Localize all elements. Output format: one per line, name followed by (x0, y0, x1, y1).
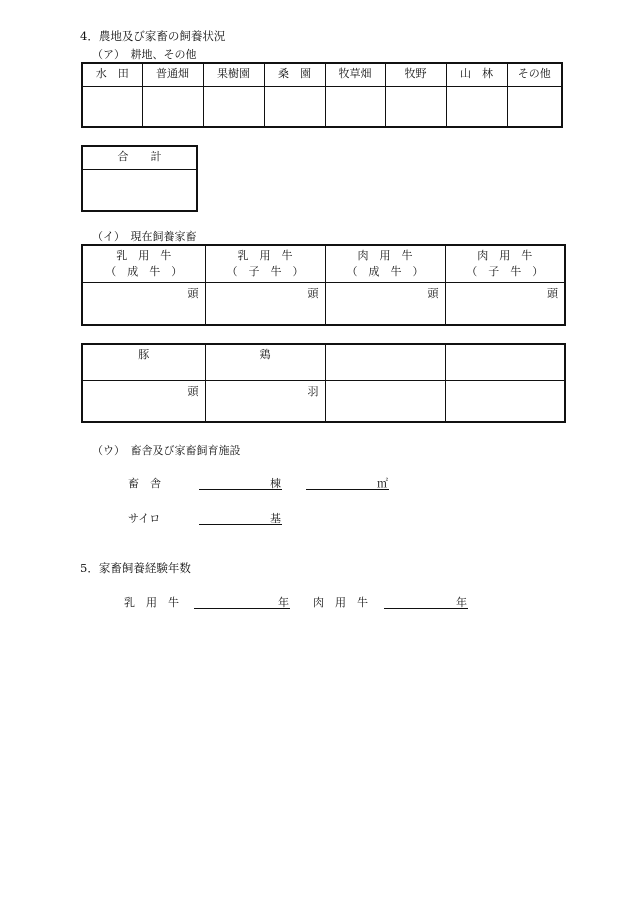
total-header: 合 計 (82, 146, 197, 170)
header-paddy: 水 田 (82, 63, 142, 87)
livestock-table (81, 244, 566, 326)
silo-label: サイロ (128, 512, 161, 525)
barn-area-unit: ㎡ (377, 477, 388, 490)
header-beef-calf-line2: （ 子 牛 ） (466, 265, 544, 278)
header-beef-adult-line1: 肉 用 牛 (357, 249, 413, 262)
barn-count-unit: 棟 (270, 477, 281, 490)
barn-label: 畜 舎 (128, 477, 161, 490)
total-table (81, 145, 198, 212)
header-pasture-field: 牧草畑 (325, 63, 385, 87)
header-upland: 普通畑 (142, 63, 203, 87)
header-dairy-adult (82, 245, 205, 283)
header-dairy-adult-line2: （ 成 牛 ） (105, 265, 183, 278)
dairy-years-unit: 年 (278, 596, 289, 609)
value-pig[interactable]: 頭 (82, 380, 205, 422)
header-blank-2 (445, 344, 565, 380)
header-beef-adult (325, 245, 445, 283)
farmland-value-row (82, 87, 562, 127)
header-beef-calf-line1: 肉 用 牛 (477, 249, 533, 262)
header-beef-adult-line2: （ 成 牛 ） (346, 265, 424, 278)
header-forest: 山 林 (446, 63, 507, 87)
header-beef-calf (445, 245, 565, 283)
livestock-table-2 (81, 343, 566, 423)
header-dairy-calf (205, 245, 325, 283)
value-other[interactable] (507, 87, 562, 127)
header-grazing-land: 牧野 (385, 63, 446, 87)
header-blank-1 (325, 344, 445, 380)
header-dairy-calf-line1: 乳 用 牛 (237, 249, 293, 262)
value-beef-adult[interactable]: 頭 (325, 283, 445, 325)
header-other: その他 (507, 63, 562, 87)
total-value[interactable] (82, 170, 197, 211)
value-chicken[interactable]: 羽 (205, 380, 325, 422)
value-grazing-land[interactable] (385, 87, 446, 127)
value-forest[interactable] (446, 87, 507, 127)
value-pasture-field[interactable] (325, 87, 385, 127)
value-upland[interactable] (142, 87, 203, 127)
value-dairy-calf[interactable]: 頭 (205, 283, 325, 325)
value-mulberry[interactable] (264, 87, 325, 127)
farmland-header-row (82, 63, 562, 87)
value-beef-calf[interactable]: 頭 (445, 283, 565, 325)
section-a-label: （ア） 耕地、その他 (92, 48, 197, 61)
dairy-years-label: 乳 用 牛 (124, 596, 179, 609)
value-dairy-adult[interactable]: 頭 (82, 283, 205, 325)
header-mulberry: 桑 園 (264, 63, 325, 87)
section4-title: 4．農地及び家畜の飼養状況 (80, 29, 226, 43)
header-orchard: 果樹園 (203, 63, 264, 87)
value-orchard[interactable] (203, 87, 264, 127)
beef-years-unit: 年 (456, 596, 467, 609)
header-dairy-adult-line1: 乳 用 牛 (116, 249, 172, 262)
livestock-header-row (82, 245, 565, 283)
livestock2-value-row (82, 380, 565, 422)
value-blank-1[interactable] (325, 380, 445, 422)
beef-years-label: 肉 用 牛 (313, 596, 368, 609)
livestock2-header-row (82, 344, 565, 380)
value-paddy[interactable] (82, 87, 142, 127)
header-chicken: 鶏 (205, 344, 325, 380)
section5-title: 5．家畜飼養経験年数 (80, 561, 191, 575)
livestock-value-row (82, 283, 565, 325)
section-u-label: （ウ） 畜舎及び家畜飼育施設 (92, 444, 241, 457)
header-pig: 豚 (82, 344, 205, 380)
silo-unit: 基 (270, 512, 281, 525)
header-dairy-calf-line2: （ 子 牛 ） (226, 265, 304, 278)
dairy-years-field[interactable] (194, 594, 290, 609)
section-i-label: （イ） 現在飼養家畜 (92, 230, 197, 243)
farmland-table (81, 62, 563, 128)
value-blank-2[interactable] (445, 380, 565, 422)
